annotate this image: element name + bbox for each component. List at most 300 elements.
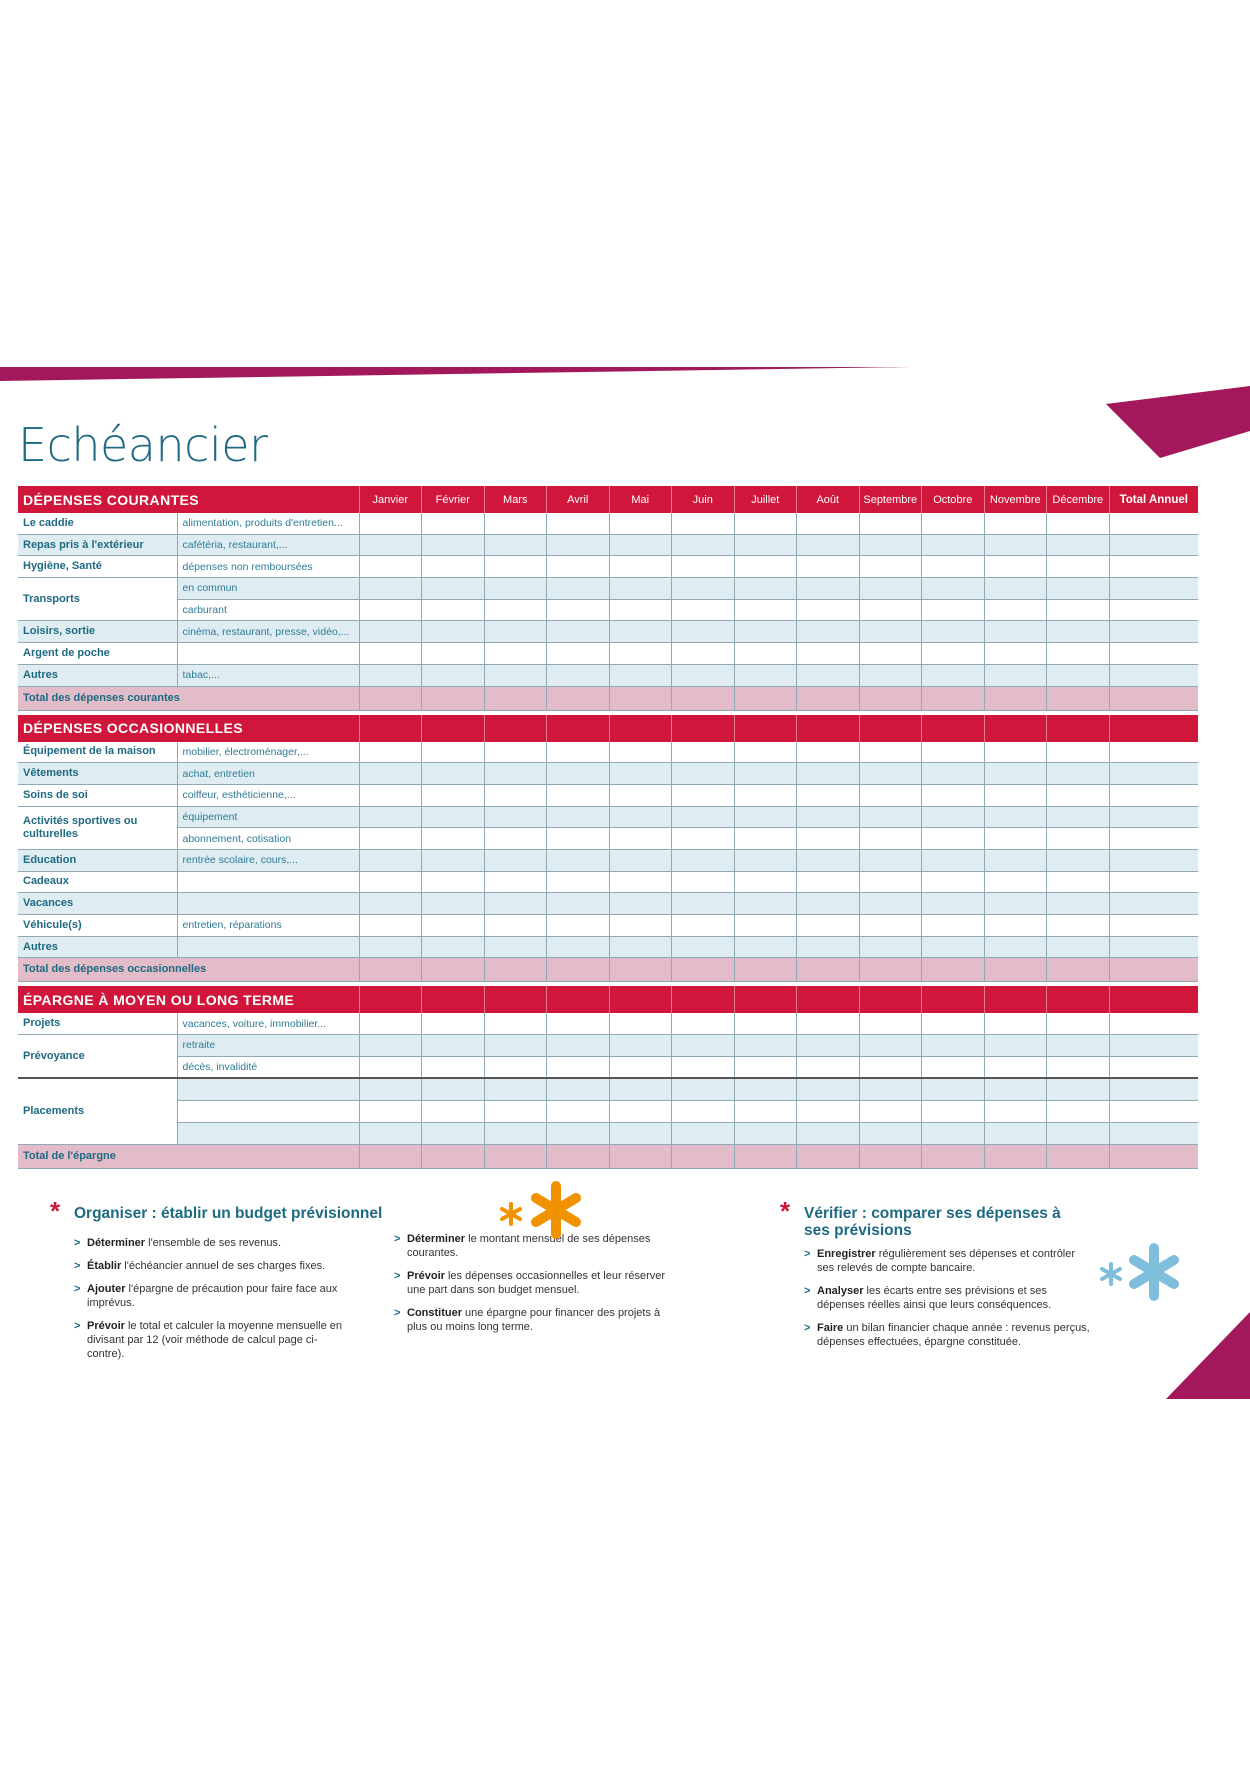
value-cell[interactable]	[1109, 1035, 1198, 1057]
value-cell[interactable]	[547, 621, 610, 643]
value-cell[interactable]	[734, 1056, 797, 1078]
value-cell[interactable]	[734, 1144, 797, 1168]
value-cell[interactable]	[984, 1056, 1047, 1078]
value-cell[interactable]	[359, 871, 422, 893]
value-cell[interactable]	[672, 664, 735, 686]
value-cell[interactable]	[672, 621, 735, 643]
value-cell[interactable]	[797, 578, 860, 600]
value-cell[interactable]	[734, 958, 797, 982]
value-cell[interactable]	[422, 1013, 485, 1034]
value-cell[interactable]	[797, 534, 860, 556]
value-cell[interactable]	[922, 513, 985, 534]
value-cell[interactable]	[859, 664, 922, 686]
value-cell[interactable]	[1109, 936, 1198, 958]
value-cell[interactable]	[859, 686, 922, 710]
value-cell[interactable]	[547, 849, 610, 871]
value-cell[interactable]	[922, 1035, 985, 1057]
value-cell[interactable]	[1109, 686, 1198, 710]
value-cell[interactable]	[922, 686, 985, 710]
value-cell[interactable]	[547, 1122, 610, 1144]
value-cell[interactable]	[984, 828, 1047, 850]
value-cell[interactable]	[734, 763, 797, 785]
value-cell[interactable]	[547, 599, 610, 621]
value-cell[interactable]	[359, 513, 422, 534]
value-cell[interactable]	[797, 958, 860, 982]
value-cell[interactable]	[984, 936, 1047, 958]
value-cell[interactable]	[359, 599, 422, 621]
value-cell[interactable]	[672, 1101, 735, 1123]
value-cell[interactable]	[359, 578, 422, 600]
value-cell[interactable]	[547, 936, 610, 958]
value-cell[interactable]	[484, 936, 547, 958]
value-cell[interactable]	[609, 1122, 672, 1144]
value-cell[interactable]	[1047, 621, 1110, 643]
value-cell[interactable]	[672, 828, 735, 850]
value-cell[interactable]	[422, 958, 485, 982]
value-cell[interactable]	[859, 958, 922, 982]
value-cell[interactable]	[1047, 556, 1110, 578]
value-cell[interactable]	[547, 1035, 610, 1057]
value-cell[interactable]	[609, 513, 672, 534]
value-cell[interactable]	[734, 513, 797, 534]
value-cell[interactable]	[797, 556, 860, 578]
value-cell[interactable]	[547, 534, 610, 556]
value-cell[interactable]	[734, 806, 797, 828]
value-cell[interactable]	[984, 849, 1047, 871]
value-cell[interactable]	[797, 1101, 860, 1123]
value-cell[interactable]	[422, 578, 485, 600]
value-cell[interactable]	[547, 686, 610, 710]
value-cell[interactable]	[1047, 686, 1110, 710]
value-cell[interactable]	[984, 578, 1047, 600]
value-cell[interactable]	[422, 742, 485, 763]
value-cell[interactable]	[1047, 893, 1110, 915]
value-cell[interactable]	[422, 893, 485, 915]
value-cell[interactable]	[359, 1013, 422, 1034]
value-cell[interactable]	[922, 1078, 985, 1100]
value-cell[interactable]	[609, 1056, 672, 1078]
value-cell[interactable]	[859, 599, 922, 621]
value-cell[interactable]	[1047, 1035, 1110, 1057]
value-cell[interactable]	[922, 871, 985, 893]
value-cell[interactable]	[1047, 1122, 1110, 1144]
value-cell[interactable]	[484, 534, 547, 556]
value-cell[interactable]	[484, 849, 547, 871]
value-cell[interactable]	[797, 915, 860, 937]
value-cell[interactable]	[734, 664, 797, 686]
value-cell[interactable]	[797, 936, 860, 958]
value-cell[interactable]	[422, 1078, 485, 1100]
value-cell[interactable]	[484, 643, 547, 665]
value-cell[interactable]	[797, 871, 860, 893]
value-cell[interactable]	[797, 849, 860, 871]
value-cell[interactable]	[609, 1101, 672, 1123]
value-cell[interactable]	[547, 742, 610, 763]
value-cell[interactable]	[859, 1144, 922, 1168]
value-cell[interactable]	[609, 893, 672, 915]
value-cell[interactable]	[547, 1056, 610, 1078]
value-cell[interactable]	[1109, 828, 1198, 850]
value-cell[interactable]	[922, 1122, 985, 1144]
value-cell[interactable]	[484, 556, 547, 578]
value-cell[interactable]	[797, 893, 860, 915]
value-cell[interactable]	[859, 742, 922, 763]
value-cell[interactable]	[359, 742, 422, 763]
value-cell[interactable]	[547, 578, 610, 600]
value-cell[interactable]	[734, 534, 797, 556]
value-cell[interactable]	[859, 621, 922, 643]
value-cell[interactable]	[984, 664, 1047, 686]
value-cell[interactable]	[859, 784, 922, 806]
value-cell[interactable]	[797, 1013, 860, 1034]
value-cell[interactable]	[484, 958, 547, 982]
value-cell[interactable]	[922, 556, 985, 578]
value-cell[interactable]	[1109, 578, 1198, 600]
value-cell[interactable]	[359, 784, 422, 806]
value-cell[interactable]	[547, 1078, 610, 1100]
value-cell[interactable]	[609, 1078, 672, 1100]
value-cell[interactable]	[797, 742, 860, 763]
value-cell[interactable]	[859, 513, 922, 534]
value-cell[interactable]	[359, 1101, 422, 1123]
value-cell[interactable]	[422, 871, 485, 893]
value-cell[interactable]	[1109, 915, 1198, 937]
value-cell[interactable]	[984, 1013, 1047, 1034]
value-cell[interactable]	[1047, 1101, 1110, 1123]
value-cell[interactable]	[547, 893, 610, 915]
value-cell[interactable]	[1109, 849, 1198, 871]
value-cell[interactable]	[984, 893, 1047, 915]
value-cell[interactable]	[797, 828, 860, 850]
value-cell[interactable]	[859, 1078, 922, 1100]
value-cell[interactable]	[859, 828, 922, 850]
value-cell[interactable]	[422, 1122, 485, 1144]
value-cell[interactable]	[359, 936, 422, 958]
value-cell[interactable]	[922, 664, 985, 686]
value-cell[interactable]	[672, 686, 735, 710]
value-cell[interactable]	[672, 578, 735, 600]
value-cell[interactable]	[797, 806, 860, 828]
value-cell[interactable]	[734, 828, 797, 850]
value-cell[interactable]	[672, 1078, 735, 1100]
value-cell[interactable]	[859, 871, 922, 893]
value-cell[interactable]	[609, 621, 672, 643]
value-cell[interactable]	[609, 1035, 672, 1057]
value-cell[interactable]	[797, 643, 860, 665]
value-cell[interactable]	[734, 1078, 797, 1100]
value-cell[interactable]	[484, 1122, 547, 1144]
value-cell[interactable]	[422, 915, 485, 937]
value-cell[interactable]	[859, 849, 922, 871]
value-cell[interactable]	[1047, 871, 1110, 893]
value-cell[interactable]	[797, 599, 860, 621]
value-cell[interactable]	[609, 643, 672, 665]
value-cell[interactable]	[359, 643, 422, 665]
value-cell[interactable]	[1109, 763, 1198, 785]
value-cell[interactable]	[609, 806, 672, 828]
value-cell[interactable]	[922, 893, 985, 915]
value-cell[interactable]	[859, 936, 922, 958]
value-cell[interactable]	[359, 893, 422, 915]
value-cell[interactable]	[984, 1144, 1047, 1168]
value-cell[interactable]	[484, 742, 547, 763]
value-cell[interactable]	[609, 936, 672, 958]
value-cell[interactable]	[422, 664, 485, 686]
value-cell[interactable]	[609, 871, 672, 893]
value-cell[interactable]	[797, 1144, 860, 1168]
value-cell[interactable]	[609, 686, 672, 710]
value-cell[interactable]	[484, 1056, 547, 1078]
value-cell[interactable]	[922, 828, 985, 850]
value-cell[interactable]	[859, 1035, 922, 1057]
value-cell[interactable]	[1047, 806, 1110, 828]
value-cell[interactable]	[734, 849, 797, 871]
value-cell[interactable]	[609, 578, 672, 600]
value-cell[interactable]	[922, 1144, 985, 1168]
value-cell[interactable]	[484, 1013, 547, 1034]
value-cell[interactable]	[484, 578, 547, 600]
value-cell[interactable]	[922, 578, 985, 600]
value-cell[interactable]	[422, 784, 485, 806]
value-cell[interactable]	[859, 1101, 922, 1123]
value-cell[interactable]	[1109, 534, 1198, 556]
value-cell[interactable]	[1109, 1144, 1198, 1168]
value-cell[interactable]	[359, 763, 422, 785]
value-cell[interactable]	[359, 686, 422, 710]
value-cell[interactable]	[547, 1013, 610, 1034]
value-cell[interactable]	[359, 1035, 422, 1057]
value-cell[interactable]	[672, 849, 735, 871]
value-cell[interactable]	[734, 686, 797, 710]
value-cell[interactable]	[797, 664, 860, 686]
value-cell[interactable]	[422, 556, 485, 578]
value-cell[interactable]	[422, 534, 485, 556]
value-cell[interactable]	[984, 784, 1047, 806]
value-cell[interactable]	[484, 1144, 547, 1168]
value-cell[interactable]	[734, 1035, 797, 1057]
value-cell[interactable]	[984, 534, 1047, 556]
value-cell[interactable]	[734, 643, 797, 665]
value-cell[interactable]	[859, 534, 922, 556]
value-cell[interactable]	[734, 1101, 797, 1123]
value-cell[interactable]	[922, 763, 985, 785]
value-cell[interactable]	[734, 599, 797, 621]
value-cell[interactable]	[672, 599, 735, 621]
value-cell[interactable]	[1047, 915, 1110, 937]
value-cell[interactable]	[484, 599, 547, 621]
value-cell[interactable]	[984, 599, 1047, 621]
value-cell[interactable]	[922, 806, 985, 828]
value-cell[interactable]	[922, 1056, 985, 1078]
value-cell[interactable]	[1109, 893, 1198, 915]
value-cell[interactable]	[734, 742, 797, 763]
value-cell[interactable]	[672, 1035, 735, 1057]
value-cell[interactable]	[859, 1056, 922, 1078]
value-cell[interactable]	[609, 1013, 672, 1034]
value-cell[interactable]	[1109, 556, 1198, 578]
value-cell[interactable]	[797, 784, 860, 806]
value-cell[interactable]	[922, 742, 985, 763]
value-cell[interactable]	[1047, 784, 1110, 806]
value-cell[interactable]	[922, 621, 985, 643]
value-cell[interactable]	[1047, 534, 1110, 556]
value-cell[interactable]	[484, 686, 547, 710]
value-cell[interactable]	[1109, 1078, 1198, 1100]
value-cell[interactable]	[547, 828, 610, 850]
value-cell[interactable]	[484, 915, 547, 937]
value-cell[interactable]	[359, 849, 422, 871]
value-cell[interactable]	[984, 513, 1047, 534]
value-cell[interactable]	[1109, 1122, 1198, 1144]
value-cell[interactable]	[984, 742, 1047, 763]
value-cell[interactable]	[1109, 621, 1198, 643]
value-cell[interactable]	[984, 686, 1047, 710]
value-cell[interactable]	[984, 1035, 1047, 1057]
value-cell[interactable]	[359, 1144, 422, 1168]
value-cell[interactable]	[422, 621, 485, 643]
value-cell[interactable]	[359, 958, 422, 982]
value-cell[interactable]	[547, 1101, 610, 1123]
value-cell[interactable]	[1047, 828, 1110, 850]
value-cell[interactable]	[797, 686, 860, 710]
value-cell[interactable]	[922, 849, 985, 871]
value-cell[interactable]	[1109, 1101, 1198, 1123]
value-cell[interactable]	[609, 534, 672, 556]
value-cell[interactable]	[547, 664, 610, 686]
value-cell[interactable]	[922, 915, 985, 937]
value-cell[interactable]	[984, 958, 1047, 982]
value-cell[interactable]	[672, 742, 735, 763]
value-cell[interactable]	[859, 763, 922, 785]
value-cell[interactable]	[734, 871, 797, 893]
value-cell[interactable]	[609, 849, 672, 871]
value-cell[interactable]	[547, 1144, 610, 1168]
value-cell[interactable]	[609, 599, 672, 621]
value-cell[interactable]	[734, 1013, 797, 1034]
value-cell[interactable]	[359, 534, 422, 556]
value-cell[interactable]	[1047, 578, 1110, 600]
value-cell[interactable]	[672, 513, 735, 534]
value-cell[interactable]	[609, 763, 672, 785]
value-cell[interactable]	[1109, 742, 1198, 763]
value-cell[interactable]	[547, 871, 610, 893]
value-cell[interactable]	[484, 806, 547, 828]
value-cell[interactable]	[422, 849, 485, 871]
value-cell[interactable]	[422, 599, 485, 621]
value-cell[interactable]	[359, 1122, 422, 1144]
value-cell[interactable]	[422, 1056, 485, 1078]
value-cell[interactable]	[484, 1078, 547, 1100]
value-cell[interactable]	[1047, 1013, 1110, 1034]
value-cell[interactable]	[547, 763, 610, 785]
value-cell[interactable]	[797, 621, 860, 643]
value-cell[interactable]	[1109, 643, 1198, 665]
value-cell[interactable]	[672, 1056, 735, 1078]
value-cell[interactable]	[422, 643, 485, 665]
value-cell[interactable]	[797, 763, 860, 785]
value-cell[interactable]	[484, 893, 547, 915]
value-cell[interactable]	[1047, 936, 1110, 958]
value-cell[interactable]	[359, 1078, 422, 1100]
value-cell[interactable]	[484, 763, 547, 785]
value-cell[interactable]	[984, 915, 1047, 937]
value-cell[interactable]	[547, 915, 610, 937]
value-cell[interactable]	[1109, 871, 1198, 893]
value-cell[interactable]	[1109, 958, 1198, 982]
value-cell[interactable]	[609, 556, 672, 578]
value-cell[interactable]	[734, 1122, 797, 1144]
value-cell[interactable]	[984, 871, 1047, 893]
value-cell[interactable]	[984, 1101, 1047, 1123]
value-cell[interactable]	[859, 1122, 922, 1144]
value-cell[interactable]	[609, 915, 672, 937]
value-cell[interactable]	[672, 1122, 735, 1144]
value-cell[interactable]	[984, 621, 1047, 643]
value-cell[interactable]	[984, 806, 1047, 828]
value-cell[interactable]	[734, 621, 797, 643]
value-cell[interactable]	[609, 828, 672, 850]
value-cell[interactable]	[672, 893, 735, 915]
value-cell[interactable]	[1109, 1056, 1198, 1078]
value-cell[interactable]	[859, 915, 922, 937]
value-cell[interactable]	[984, 1122, 1047, 1144]
value-cell[interactable]	[922, 784, 985, 806]
value-cell[interactable]	[422, 1144, 485, 1168]
value-cell[interactable]	[859, 578, 922, 600]
value-cell[interactable]	[797, 1035, 860, 1057]
value-cell[interactable]	[359, 664, 422, 686]
value-cell[interactable]	[797, 1056, 860, 1078]
value-cell[interactable]	[609, 958, 672, 982]
value-cell[interactable]	[734, 893, 797, 915]
value-cell[interactable]	[422, 686, 485, 710]
value-cell[interactable]	[984, 763, 1047, 785]
value-cell[interactable]	[484, 784, 547, 806]
value-cell[interactable]	[1047, 763, 1110, 785]
value-cell[interactable]	[859, 893, 922, 915]
value-cell[interactable]	[859, 556, 922, 578]
value-cell[interactable]	[1109, 784, 1198, 806]
value-cell[interactable]	[922, 599, 985, 621]
value-cell[interactable]	[1047, 1056, 1110, 1078]
value-cell[interactable]	[922, 643, 985, 665]
value-cell[interactable]	[609, 1144, 672, 1168]
value-cell[interactable]	[609, 784, 672, 806]
value-cell[interactable]	[734, 915, 797, 937]
value-cell[interactable]	[1047, 513, 1110, 534]
value-cell[interactable]	[1109, 1013, 1198, 1034]
value-cell[interactable]	[547, 513, 610, 534]
value-cell[interactable]	[672, 871, 735, 893]
value-cell[interactable]	[547, 643, 610, 665]
value-cell[interactable]	[1047, 599, 1110, 621]
value-cell[interactable]	[734, 578, 797, 600]
value-cell[interactable]	[1047, 1078, 1110, 1100]
value-cell[interactable]	[359, 806, 422, 828]
value-cell[interactable]	[609, 664, 672, 686]
value-cell[interactable]	[484, 871, 547, 893]
value-cell[interactable]	[422, 828, 485, 850]
value-cell[interactable]	[547, 958, 610, 982]
value-cell[interactable]	[672, 556, 735, 578]
value-cell[interactable]	[1047, 849, 1110, 871]
value-cell[interactable]	[547, 806, 610, 828]
value-cell[interactable]	[422, 763, 485, 785]
value-cell[interactable]	[484, 513, 547, 534]
value-cell[interactable]	[1109, 599, 1198, 621]
value-cell[interactable]	[422, 1101, 485, 1123]
value-cell[interactable]	[547, 784, 610, 806]
